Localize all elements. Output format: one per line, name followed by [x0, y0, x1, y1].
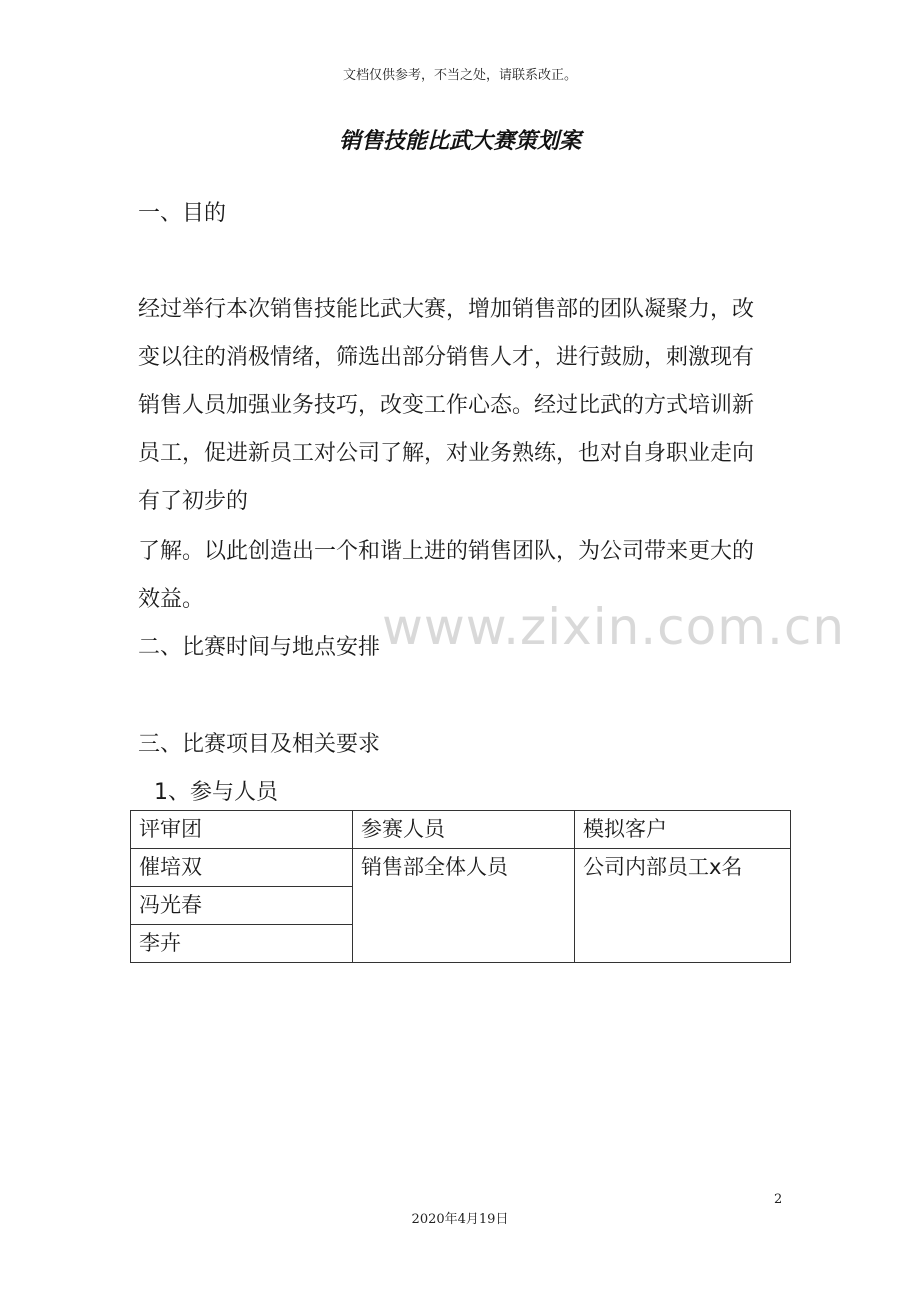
section-heading-time-place: 二、比赛时间与地点安排	[138, 635, 381, 660]
table-header-participants: 参赛人员	[353, 811, 575, 849]
paragraph-line: 员工，促进新员工对公司了解，对业务熟练，也对自身职业走向	[138, 441, 755, 466]
section-heading-purpose: 一、目的	[138, 201, 227, 226]
document-title: 销售技能比武大赛策划案	[338, 129, 581, 154]
judge-cell: 催培双	[131, 849, 353, 887]
section-heading-items: 三、比赛项目及相关要求	[138, 732, 381, 757]
paragraph-line: 变以往的消极情绪，筛选出部分销售人才，进行鼓励，刺激现有	[138, 345, 755, 370]
participants-table	[130, 810, 791, 963]
paragraph-line: 有了初步的	[138, 489, 249, 514]
customers-cell: 公司内部员工x名	[575, 849, 791, 963]
judge-cell: 冯光春	[131, 887, 353, 925]
table-row	[131, 849, 791, 887]
header-note: 文档仅供参考，不当之处，请联系改正。	[342, 68, 577, 83]
paragraph-line: 经过举行本次销售技能比武大赛，增加销售部的团队凝聚力，改	[138, 297, 755, 322]
paragraph-line: 了解。以此创造出一个和谐上进的销售团队，为公司带来更大的	[138, 539, 755, 564]
paragraph-line: 效益。	[138, 587, 205, 612]
table-header-customers: 模拟客户	[575, 811, 791, 849]
table-header-judges: 评审团	[131, 811, 353, 849]
watermark: www.zixin.com.cn	[382, 598, 846, 656]
page-number: 2	[774, 1192, 783, 1207]
paragraph-line: 销售人员加强业务技巧，改变工作心态。经过比武的方式培训新	[138, 393, 755, 418]
participants-cell: 销售部全体人员	[353, 849, 575, 963]
judge-cell: 李卉	[131, 925, 353, 963]
footer-date: 2020年4月19日	[411, 1212, 509, 1227]
subsection-heading-participants: 1、参与人员	[154, 780, 278, 805]
table-header-row	[131, 811, 791, 849]
